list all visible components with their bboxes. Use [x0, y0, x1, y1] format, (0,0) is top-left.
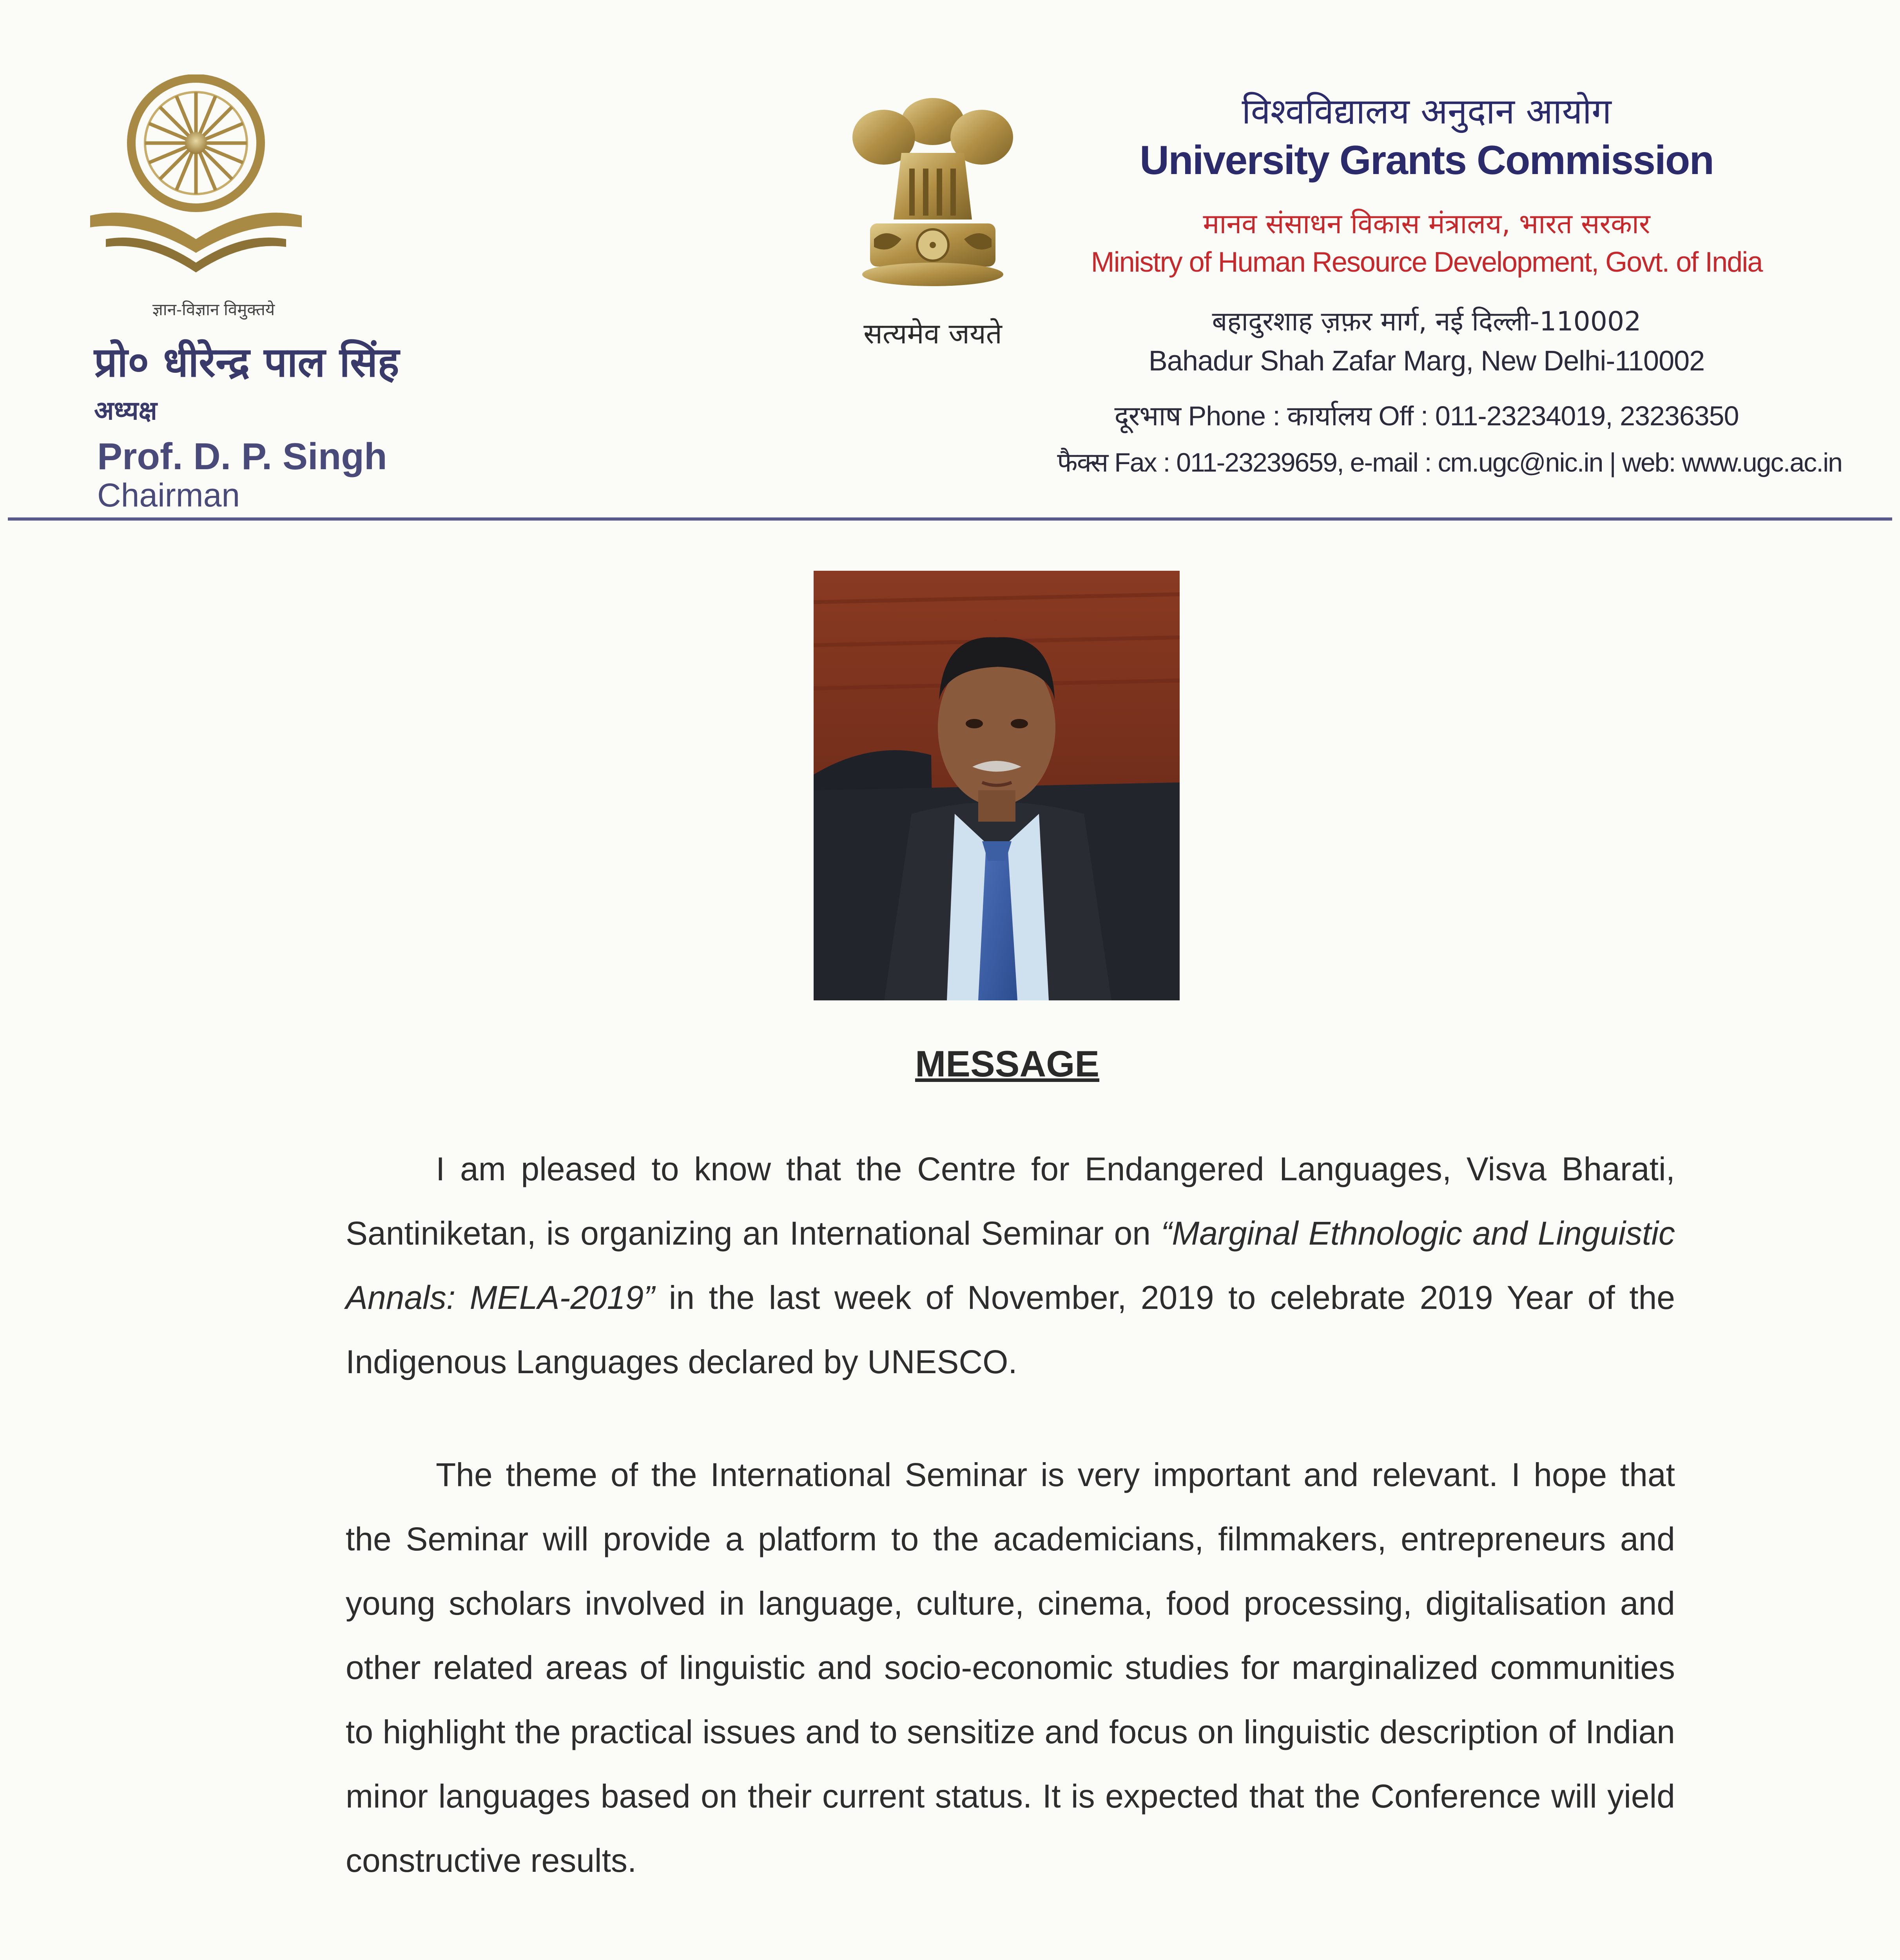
paragraph-2-text: The theme of the International Seminar is very important and relevant. I hope that the Seminar will provide a platform to the academicians, filmmakers, entrepreneurs and young scholars involved in language, culture, cinema, food processing, digitalisation and other related areas of linguistic and socio-economic studies for marginalized communities to highlight the practical issues and to sensitize and focus on linguistic description of Indian minor languages based on their current status. It is expected that the Conference will yield constructive results. — [346, 1456, 1675, 1879]
phone-line: दूरभाष Phone : कार्यालय Off : 011-23234019, 23236350 — [1114, 401, 1739, 431]
header-divider — [8, 517, 1892, 521]
paragraph-2 — [346, 1443, 1675, 1893]
address: Bahadur Shah Zafar Marg, New Delhi-110002 — [1148, 345, 1705, 377]
emblem-motto: सत्यमेव जयते — [863, 317, 1002, 350]
fax-email-web-line: फैक्स Fax : 011-23239659, e-mail : cm.ugc@nic.in | web: www.ugc.ac.in — [1057, 448, 1842, 477]
message-heading: MESSAGE — [915, 1043, 1100, 1084]
seminar-title: “Marginal Ethnologic and Linguistic Annals: MELA-2019” — [346, 1215, 1675, 1316]
chairman-portrait — [814, 571, 1180, 1000]
chairman-title-hindi: अध्यक्ष — [94, 396, 157, 426]
org-name: University Grants Commission — [1140, 138, 1713, 183]
national-emblem-icon — [847, 90, 1019, 310]
address-hindi: बहादुरशाह ज़फ़र मार्ग, नई दिल्ली-110002 — [1212, 306, 1641, 337]
paragraph-1-text-a: I am pleased to know that the Centre for Endangered Languages, Visva Bharati, Santiniketan, is organizing an International Seminar on — [346, 1151, 1675, 1252]
ministry: Ministry of Human Resource Development, Govt. of India — [1091, 247, 1762, 278]
paragraph-1-text-c: in the last week of November, 2019 to celebrate 2019 Year of the Indigenous Languages declared by UNESCO. — [346, 1279, 1675, 1380]
ugc-motto: ज्ञान-विज्ञान विमुक्तये — [152, 300, 275, 319]
chairman-title: Chairman — [97, 477, 240, 514]
paragraph-1 — [346, 1137, 1675, 1394]
org-name-hindi: विश्वविद्यालय अनुदान आयोग — [1242, 91, 1612, 132]
chairman-name: Prof. D. P. Singh — [97, 436, 387, 477]
chairman-name-hindi: प्रो० धीरेन्द्र पाल सिंह — [94, 338, 399, 386]
ministry-hindi: मानव संसाधन विकास मंत्रालय, भारत सरकार — [1203, 208, 1650, 240]
ugc-logo — [82, 74, 310, 278]
